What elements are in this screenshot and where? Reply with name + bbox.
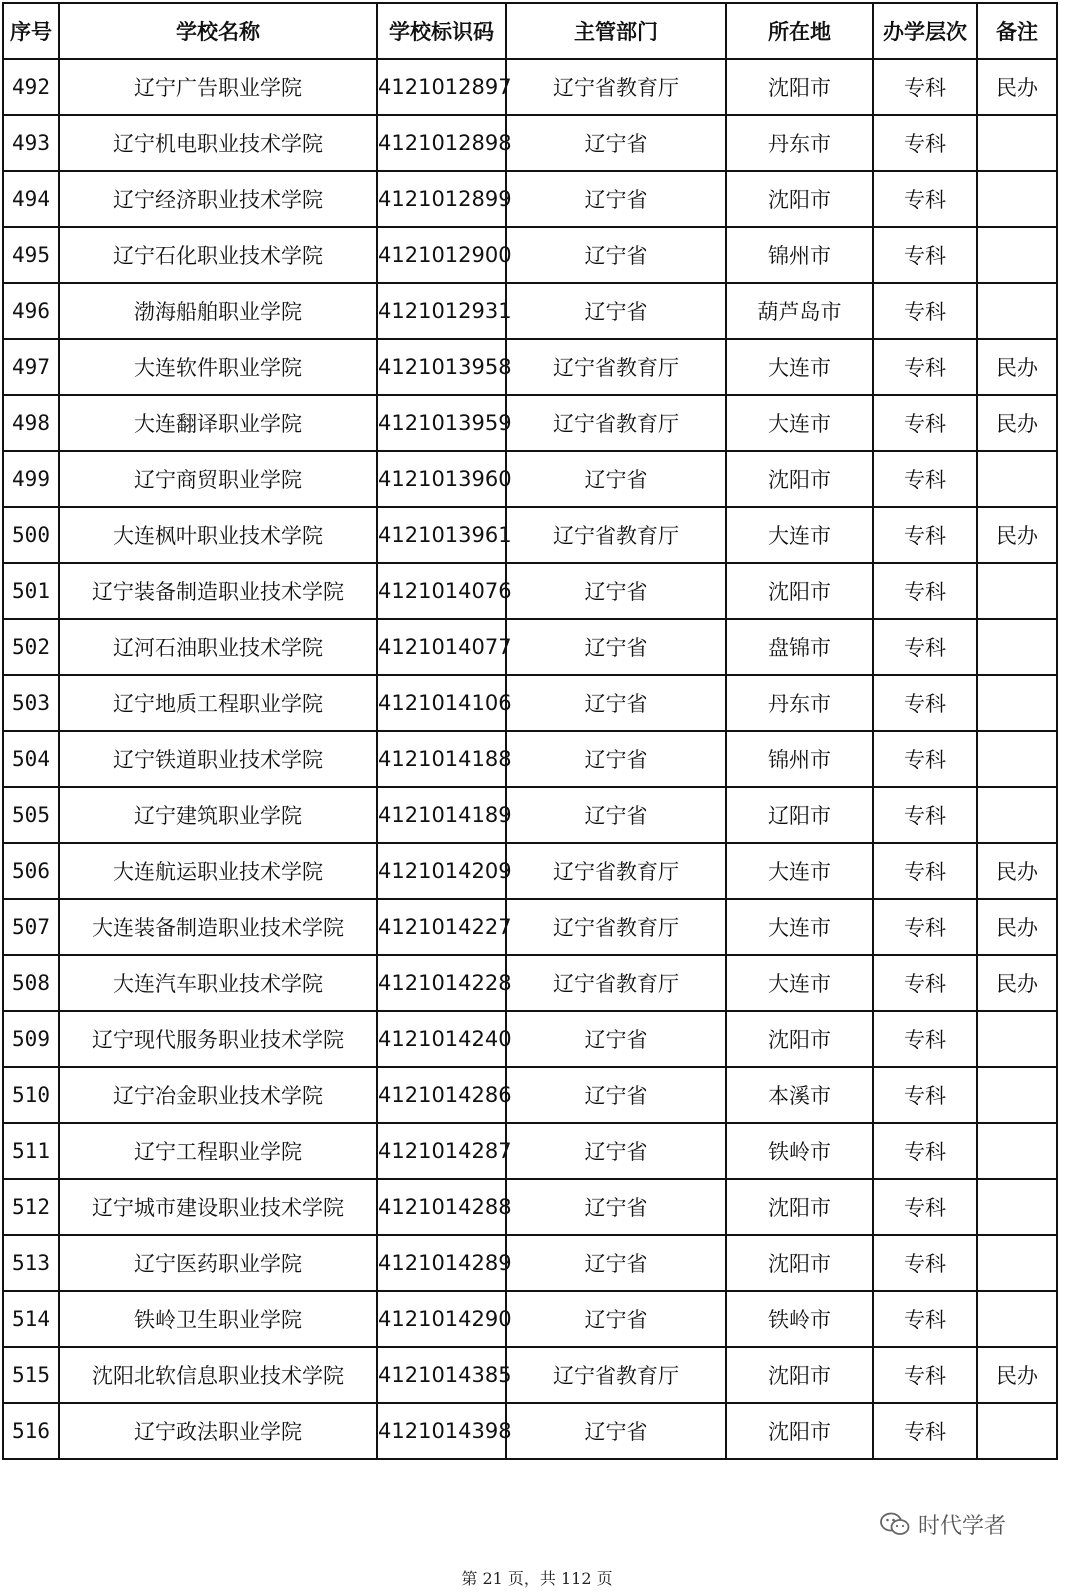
- cell-index: 493: [3, 115, 59, 171]
- cell-remarks: [977, 1179, 1057, 1235]
- cell-school-name: 大连枫叶职业技术学院: [59, 507, 377, 563]
- cell-remarks: [977, 1067, 1057, 1123]
- cell-department: 辽宁省教育厅: [506, 843, 726, 899]
- cell-index: 512: [3, 1179, 59, 1235]
- cell-school-name: 辽宁现代服务职业技术学院: [59, 1011, 377, 1067]
- cell-remarks: [977, 1011, 1057, 1067]
- cell-location: 沈阳市: [726, 1403, 873, 1459]
- table-row: [3, 1403, 1057, 1459]
- cell-department: 辽宁省: [506, 619, 726, 675]
- cell-remarks: [977, 115, 1057, 171]
- cell-index: 503: [3, 675, 59, 731]
- cell-school-code: 4121013960: [377, 451, 506, 507]
- cell-level: 专科: [873, 899, 977, 955]
- cell-school-code: 4121014209: [377, 843, 506, 899]
- cell-location: 丹东市: [726, 115, 873, 171]
- watermark-text: 时代学者: [918, 1513, 1007, 1539]
- cell-index: 505: [3, 787, 59, 843]
- cell-location: 锦州市: [726, 731, 873, 787]
- cell-school-name: 辽宁城市建设职业技术学院: [59, 1179, 377, 1235]
- cell-remarks: [977, 675, 1057, 731]
- cell-school-code: 4121014288: [377, 1179, 506, 1235]
- cell-index: 494: [3, 171, 59, 227]
- cell-index: 510: [3, 1067, 59, 1123]
- cell-location: 沈阳市: [726, 1347, 873, 1403]
- cell-department: 辽宁省教育厅: [506, 899, 726, 955]
- cell-location: 铁岭市: [726, 1291, 873, 1347]
- cell-department: 辽宁省: [506, 1235, 726, 1291]
- cell-location: 沈阳市: [726, 1011, 873, 1067]
- cell-school-code: 4121014287: [377, 1123, 506, 1179]
- cell-level: 专科: [873, 507, 977, 563]
- cell-school-code: 4121013958: [377, 339, 506, 395]
- cell-school-code: 4121014106: [377, 675, 506, 731]
- cell-department: 辽宁省: [506, 1067, 726, 1123]
- cell-index: 496: [3, 283, 59, 339]
- cell-school-name: 辽宁经济职业技术学院: [59, 171, 377, 227]
- table-row: [3, 1067, 1057, 1123]
- cell-location: 沈阳市: [726, 171, 873, 227]
- cell-location: 本溪市: [726, 1067, 873, 1123]
- table-header-row: [3, 3, 1057, 59]
- cell-level: 专科: [873, 1235, 977, 1291]
- cell-remarks: [977, 563, 1057, 619]
- cell-department: 辽宁省教育厅: [506, 1347, 726, 1403]
- cell-school-name: 辽宁装备制造职业技术学院: [59, 563, 377, 619]
- header-remarks: 备注: [977, 3, 1057, 59]
- cell-school-code: 4121014076: [377, 563, 506, 619]
- cell-remarks: [977, 227, 1057, 283]
- cell-index: 515: [3, 1347, 59, 1403]
- cell-school-name: 辽宁建筑职业学院: [59, 787, 377, 843]
- table-row: [3, 675, 1057, 731]
- cell-department: 辽宁省: [506, 675, 726, 731]
- cell-remarks: 民办: [977, 899, 1057, 955]
- cell-school-name: 辽宁广告职业学院: [59, 59, 377, 115]
- cell-level: 专科: [873, 955, 977, 1011]
- cell-remarks: [977, 171, 1057, 227]
- cell-school-name: 大连汽车职业技术学院: [59, 955, 377, 1011]
- cell-school-code: 4121012900: [377, 227, 506, 283]
- cell-remarks: 民办: [977, 843, 1057, 899]
- cell-level: 专科: [873, 115, 977, 171]
- cell-remarks: 民办: [977, 59, 1057, 115]
- header-department: 主管部门: [506, 3, 726, 59]
- cell-school-code: 4121012897: [377, 59, 506, 115]
- table-row: [3, 451, 1057, 507]
- table-row: [3, 395, 1057, 451]
- cell-school-code: 4121014398: [377, 1403, 506, 1459]
- cell-school-code: 4121014385: [377, 1347, 506, 1403]
- header-level: 办学层次: [873, 3, 977, 59]
- cell-level: 专科: [873, 731, 977, 787]
- cell-remarks: 民办: [977, 339, 1057, 395]
- cell-remarks: [977, 1123, 1057, 1179]
- table-row: [3, 339, 1057, 395]
- table-row: [3, 1179, 1057, 1235]
- cell-remarks: [977, 619, 1057, 675]
- cell-school-name: 辽宁地质工程职业学院: [59, 675, 377, 731]
- cell-department: 辽宁省: [506, 171, 726, 227]
- school-list-table: [2, 2, 1058, 1460]
- cell-department: 辽宁省教育厅: [506, 507, 726, 563]
- cell-index: 492: [3, 59, 59, 115]
- cell-location: 沈阳市: [726, 59, 873, 115]
- cell-index: 507: [3, 899, 59, 955]
- cell-level: 专科: [873, 787, 977, 843]
- table-row: [3, 1347, 1057, 1403]
- cell-department: 辽宁省: [506, 1403, 726, 1459]
- cell-level: 专科: [873, 563, 977, 619]
- cell-index: 495: [3, 227, 59, 283]
- table-row: [3, 227, 1057, 283]
- cell-index: 514: [3, 1291, 59, 1347]
- cell-level: 专科: [873, 1291, 977, 1347]
- table-row: [3, 787, 1057, 843]
- cell-location: 大连市: [726, 339, 873, 395]
- page-footer: 第 21 页，共 112 页: [461, 1569, 613, 1588]
- cell-index: 501: [3, 563, 59, 619]
- cell-location: 铁岭市: [726, 1123, 873, 1179]
- cell-location: 沈阳市: [726, 1179, 873, 1235]
- cell-department: 辽宁省: [506, 1011, 726, 1067]
- cell-level: 专科: [873, 619, 977, 675]
- header-location: 所在地: [726, 3, 873, 59]
- cell-school-code: 4121014228: [377, 955, 506, 1011]
- cell-school-code: 4121014240: [377, 1011, 506, 1067]
- cell-school-name: 辽宁机电职业技术学院: [59, 115, 377, 171]
- table-row: [3, 843, 1057, 899]
- table-row: [3, 619, 1057, 675]
- table-row: [3, 1291, 1057, 1347]
- cell-school-code: 4121014227: [377, 899, 506, 955]
- cell-school-name: 大连装备制造职业技术学院: [59, 899, 377, 955]
- cell-school-code: 4121013959: [377, 395, 506, 451]
- cell-location: 大连市: [726, 507, 873, 563]
- cell-location: 葫芦岛市: [726, 283, 873, 339]
- cell-level: 专科: [873, 451, 977, 507]
- cell-school-name: 大连翻译职业学院: [59, 395, 377, 451]
- cell-school-name: 辽宁铁道职业技术学院: [59, 731, 377, 787]
- cell-school-name: 渤海船舶职业学院: [59, 283, 377, 339]
- header-school-name: 学校名称: [59, 3, 377, 59]
- table-row: [3, 171, 1057, 227]
- table-row: [3, 283, 1057, 339]
- watermark: [880, 1506, 1070, 1542]
- table-row: [3, 1123, 1057, 1179]
- cell-school-code: 4121012931: [377, 283, 506, 339]
- cell-school-code: 4121012899: [377, 171, 506, 227]
- cell-school-name: 辽宁冶金职业技术学院: [59, 1067, 377, 1123]
- header-index: 序号: [3, 3, 59, 59]
- cell-school-name: 辽宁工程职业学院: [59, 1123, 377, 1179]
- cell-location: 丹东市: [726, 675, 873, 731]
- table-row: [3, 115, 1057, 171]
- cell-index: 504: [3, 731, 59, 787]
- cell-department: 辽宁省: [506, 731, 726, 787]
- cell-location: 辽阳市: [726, 787, 873, 843]
- cell-index: 511: [3, 1123, 59, 1179]
- cell-school-name: 大连航运职业技术学院: [59, 843, 377, 899]
- cell-level: 专科: [873, 1403, 977, 1459]
- cell-department: 辽宁省: [506, 1123, 726, 1179]
- cell-index: 506: [3, 843, 59, 899]
- cell-department: 辽宁省教育厅: [506, 59, 726, 115]
- cell-level: 专科: [873, 1067, 977, 1123]
- cell-level: 专科: [873, 1011, 977, 1067]
- table-row: [3, 507, 1057, 563]
- cell-level: 专科: [873, 395, 977, 451]
- cell-location: 大连市: [726, 843, 873, 899]
- cell-index: 500: [3, 507, 59, 563]
- table-row: [3, 731, 1057, 787]
- cell-school-code: 4121014290: [377, 1291, 506, 1347]
- cell-school-code: 4121014289: [377, 1235, 506, 1291]
- cell-school-name: 铁岭卫生职业学院: [59, 1291, 377, 1347]
- cell-index: 516: [3, 1403, 59, 1459]
- cell-remarks: [977, 731, 1057, 787]
- cell-level: 专科: [873, 843, 977, 899]
- cell-department: 辽宁省教育厅: [506, 395, 726, 451]
- cell-school-name: 辽宁商贸职业学院: [59, 451, 377, 507]
- cell-department: 辽宁省教育厅: [506, 955, 726, 1011]
- cell-location: 沈阳市: [726, 563, 873, 619]
- table-row: [3, 955, 1057, 1011]
- cell-level: 专科: [873, 283, 977, 339]
- cell-location: 沈阳市: [726, 1235, 873, 1291]
- cell-location: 大连市: [726, 395, 873, 451]
- cell-remarks: [977, 787, 1057, 843]
- cell-level: 专科: [873, 171, 977, 227]
- cell-remarks: [977, 1403, 1057, 1459]
- cell-school-name: 辽宁石化职业技术学院: [59, 227, 377, 283]
- cell-department: 辽宁省: [506, 451, 726, 507]
- cell-location: 锦州市: [726, 227, 873, 283]
- cell-level: 专科: [873, 339, 977, 395]
- cell-level: 专科: [873, 59, 977, 115]
- cell-department: 辽宁省: [506, 115, 726, 171]
- cell-index: 497: [3, 339, 59, 395]
- cell-index: 499: [3, 451, 59, 507]
- cell-department: 辽宁省教育厅: [506, 339, 726, 395]
- cell-school-code: 4121014077: [377, 619, 506, 675]
- cell-index: 513: [3, 1235, 59, 1291]
- cell-remarks: 民办: [977, 955, 1057, 1011]
- cell-school-name: 大连软件职业学院: [59, 339, 377, 395]
- cell-index: 498: [3, 395, 59, 451]
- table-row: [3, 563, 1057, 619]
- cell-level: 专科: [873, 1347, 977, 1403]
- cell-level: 专科: [873, 675, 977, 731]
- cell-remarks: [977, 283, 1057, 339]
- cell-department: 辽宁省: [506, 787, 726, 843]
- cell-remarks: [977, 1291, 1057, 1347]
- cell-department: 辽宁省: [506, 563, 726, 619]
- cell-location: 盘锦市: [726, 619, 873, 675]
- cell-school-code: 4121013961: [377, 507, 506, 563]
- cell-school-code: 4121012898: [377, 115, 506, 171]
- cell-department: 辽宁省: [506, 1291, 726, 1347]
- cell-remarks: [977, 1235, 1057, 1291]
- cell-remarks: 民办: [977, 507, 1057, 563]
- cell-level: 专科: [873, 1123, 977, 1179]
- cell-school-name: 沈阳北软信息职业技术学院: [59, 1347, 377, 1403]
- cell-school-name: 辽河石油职业技术学院: [59, 619, 377, 675]
- cell-level: 专科: [873, 1179, 977, 1235]
- cell-department: 辽宁省: [506, 283, 726, 339]
- header-school-code: 学校标识码: [377, 3, 506, 59]
- cell-location: 大连市: [726, 899, 873, 955]
- table-row: [3, 59, 1057, 115]
- table-row: [3, 899, 1057, 955]
- cell-department: 辽宁省: [506, 1179, 726, 1235]
- cell-location: 沈阳市: [726, 451, 873, 507]
- cell-department: 辽宁省: [506, 227, 726, 283]
- cell-school-name: 辽宁医药职业学院: [59, 1235, 377, 1291]
- table-row: [3, 1011, 1057, 1067]
- cell-school-name: 辽宁政法职业学院: [59, 1403, 377, 1459]
- table-row: [3, 1235, 1057, 1291]
- cell-remarks: 民办: [977, 395, 1057, 451]
- cell-remarks: 民办: [977, 1347, 1057, 1403]
- cell-school-code: 4121014189: [377, 787, 506, 843]
- cell-school-code: 4121014286: [377, 1067, 506, 1123]
- cell-location: 大连市: [726, 955, 873, 1011]
- cell-remarks: [977, 451, 1057, 507]
- cell-index: 509: [3, 1011, 59, 1067]
- cell-school-code: 4121014188: [377, 731, 506, 787]
- cell-level: 专科: [873, 227, 977, 283]
- cell-index: 508: [3, 955, 59, 1011]
- wechat-icon: [880, 1511, 910, 1537]
- cell-index: 502: [3, 619, 59, 675]
